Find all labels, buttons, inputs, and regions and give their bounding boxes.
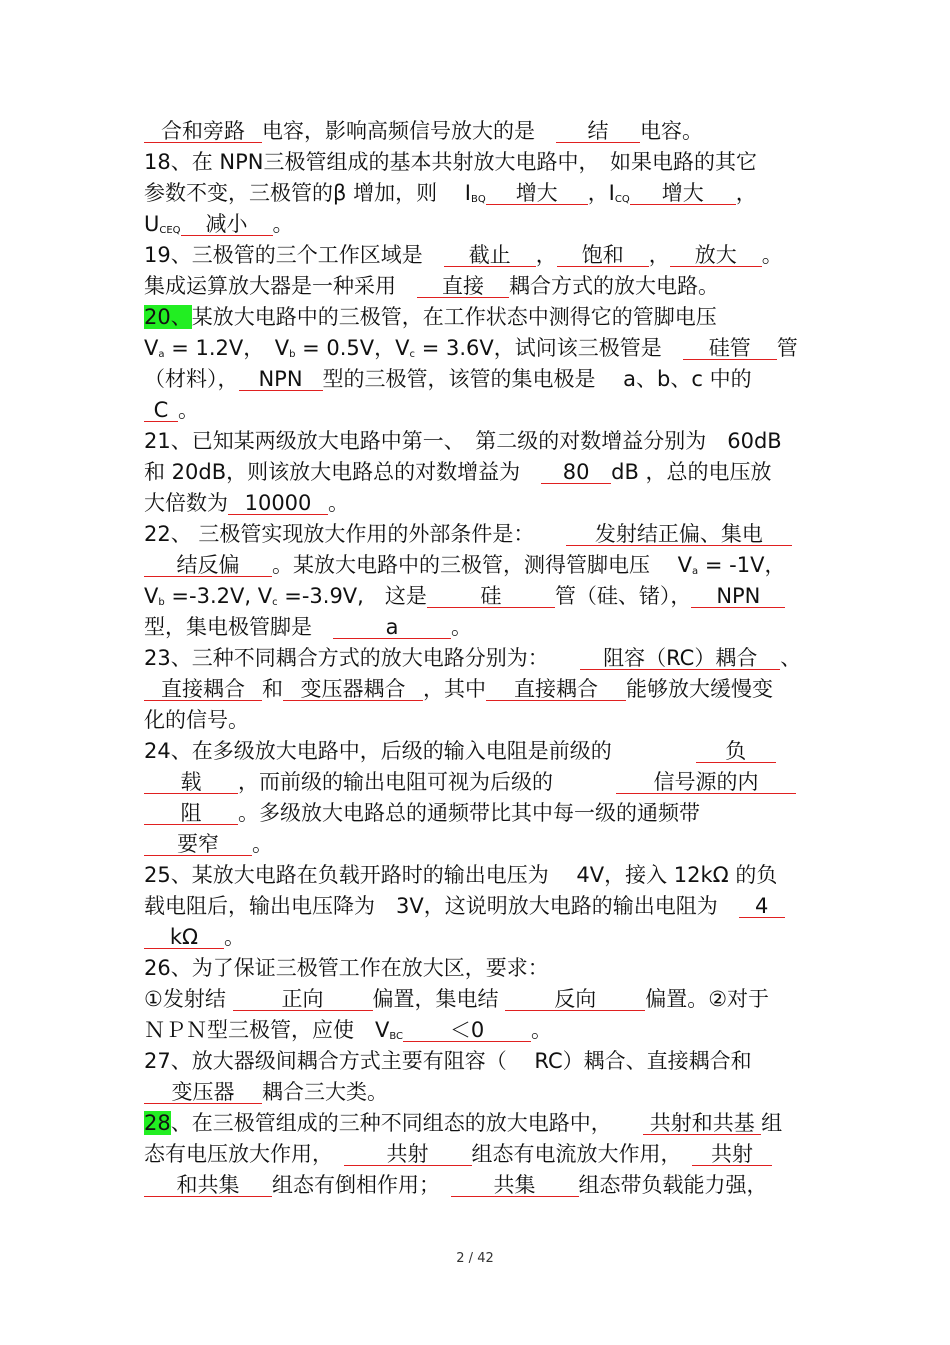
- text-run: 和: [262, 677, 283, 701]
- text-run: 19、三极管的三个工作区域是: [144, 243, 444, 267]
- text-run: 25、某放大电路在负载开路时的输出电压为 4V，接入 12kΩ 的负: [144, 863, 778, 887]
- answer-blank: a: [333, 616, 451, 639]
- text-run: 某放大电路中的三极管，在工作状态中测得它的管脚电压: [191, 305, 717, 329]
- page-body: [144, 116, 824, 1201]
- text-line: [144, 333, 824, 364]
- subscript: b: [158, 597, 165, 608]
- text-line: [144, 1015, 824, 1046]
- text-run: = -1V，: [698, 553, 786, 577]
- text-run: 电容，影响高频信号放大的是: [262, 119, 556, 143]
- answer-blank: 变压器: [144, 1081, 262, 1104]
- answer-blank: 硅管: [683, 337, 777, 360]
- answer-blank: 10000: [228, 492, 328, 515]
- text-line: [144, 209, 824, 240]
- page-number: 2: [456, 1251, 465, 1266]
- text-line: [144, 550, 824, 581]
- text-run: 。: [272, 212, 294, 236]
- text-line: [144, 891, 824, 922]
- answer-blank: 信号源的内: [616, 771, 796, 794]
- answer-blank: 共射: [692, 1143, 772, 1166]
- answer-blank: 阻: [144, 802, 238, 825]
- text-line: [144, 705, 824, 736]
- text-line: [144, 395, 824, 426]
- text-line: [144, 240, 824, 271]
- text-run: = 1.2V， V: [164, 336, 290, 360]
- text-run: 。: [178, 398, 199, 422]
- text-run: 18、在 NPN三极管组成的基本共射放大电路中， 如果电路的其它: [144, 150, 757, 174]
- text-line: [144, 798, 824, 829]
- answer-blank: 放大: [670, 244, 762, 267]
- page-separator: /: [468, 1251, 474, 1266]
- text-run: 和 20dB，则该放大电路总的对数增益为: [144, 460, 542, 484]
- subscript: b: [289, 349, 296, 360]
- text-run: 耦合方式的放大电路。: [509, 274, 719, 298]
- text-run: 偏置。②对于: [645, 987, 770, 1011]
- text-run: 型，集电极管脚是: [144, 615, 333, 639]
- text-run: = 0.5V，V: [295, 336, 410, 360]
- subscript: BC: [389, 1031, 404, 1042]
- text-run: 。: [761, 243, 783, 267]
- answer-blank: 饱和: [557, 244, 649, 267]
- text-run: 态有电压放大作用，: [144, 1142, 344, 1166]
- answer-blank: 增大: [486, 182, 588, 205]
- text-line: [144, 829, 824, 860]
- text-run: 化的信号。: [144, 708, 249, 732]
- text-run: 。某放大电路中的三极管，测得管脚电压 V: [272, 553, 693, 577]
- text-run: 型的三极管，该管的集电极是 a、b、c 中的: [322, 367, 752, 391]
- text-run: 管: [776, 336, 798, 360]
- text-run: dB ，总的电压放: [611, 460, 772, 484]
- answer-blank: NPN: [239, 368, 323, 391]
- answer-blank: NPN: [691, 585, 785, 608]
- text-run: 。: [531, 1018, 553, 1042]
- text-run: ，而前级的输出电阻可视为后级的: [238, 770, 616, 794]
- page-total: 42: [477, 1251, 494, 1266]
- text-run: 。: [451, 615, 472, 639]
- text-line: [144, 147, 824, 178]
- answer-blank: 减小: [181, 213, 273, 236]
- text-run: （材料），: [144, 367, 239, 391]
- text-line: [144, 581, 824, 612]
- text-run: ，I: [587, 181, 615, 205]
- text-line: [144, 643, 824, 674]
- text-run: 、在三极管组成的三种不同组态的放大电路中，: [170, 1111, 644, 1135]
- text-run: ，: [535, 243, 557, 267]
- answer-blank: 变压器耦合: [283, 678, 423, 701]
- answer-blank: 发射结正偏、集电: [566, 523, 792, 546]
- text-run: 22、 三极管实现放大作用的外部条件是：: [144, 522, 566, 546]
- subscript: CEQ: [159, 225, 181, 236]
- text-run: 耦合三大类。: [262, 1080, 388, 1104]
- text-run: ，: [648, 243, 670, 267]
- text-run: ＮＰＮ型三极管，应使 V: [144, 1018, 390, 1042]
- text-run: 集成运算放大器是一种采用: [144, 274, 417, 298]
- text-line: [144, 271, 824, 302]
- answer-blank: 直接: [417, 275, 509, 298]
- text-run: = 3.6V，试问该三极管是: [415, 336, 683, 360]
- text-line: [144, 1046, 824, 1077]
- text-run: 21、已知某两级放大电路中第一、 第二级的对数增益分别为 60dB: [144, 429, 782, 453]
- text-run: 组: [761, 1111, 783, 1135]
- subscript: c: [409, 349, 416, 360]
- text-run: 。多级放大电路总的通频带比其中每一级的通频带: [238, 801, 700, 825]
- answer-blank: 负: [696, 740, 776, 763]
- text-run: ，: [735, 181, 757, 205]
- answer-blank: 阻容（RC）耦合: [580, 647, 780, 670]
- text-run: 组态有倒相作用；: [272, 1173, 451, 1197]
- text-run: 。: [328, 491, 349, 515]
- text-run: 偏置，集电结: [372, 987, 506, 1011]
- text-line: [144, 674, 824, 705]
- text-line: [144, 767, 824, 798]
- subscript: a: [158, 349, 165, 360]
- text-run: 参数不变，三极管的β 增加，则 I: [144, 181, 471, 205]
- subscript: c: [272, 597, 278, 608]
- answer-blank: 结反偏: [144, 554, 272, 577]
- answer-blank: C: [144, 399, 178, 422]
- text-line: [144, 488, 824, 519]
- text-line: [144, 426, 824, 457]
- text-run: 组态有电流放大作用，: [471, 1142, 692, 1166]
- text-line: [144, 953, 824, 984]
- text-run: 。: [252, 832, 273, 856]
- answer-blank: 载: [144, 771, 238, 794]
- text-run: 大倍数为: [144, 491, 228, 515]
- text-line: [144, 1170, 824, 1201]
- text-line: [144, 364, 824, 395]
- subscript: BQ: [470, 194, 486, 205]
- text-line: [144, 922, 824, 953]
- text-run: 。: [224, 925, 245, 949]
- answer-blank: ＜0: [403, 1019, 531, 1042]
- text-line: [144, 612, 824, 643]
- text-run: U: [144, 212, 160, 236]
- text-run: 能够放大缓慢变: [626, 677, 773, 701]
- answer-blank: 共射: [344, 1143, 472, 1166]
- text-run: ，其中: [423, 677, 486, 701]
- answer-blank: 4: [739, 895, 785, 918]
- subscript: CQ: [614, 194, 630, 205]
- answer-blank: 和共集: [144, 1174, 272, 1197]
- answer-blank: 直接耦合: [144, 678, 262, 701]
- text-run: 27、放大器级间耦合方式主要有阻容（ RC）耦合、直接耦合和: [144, 1049, 752, 1073]
- text-line: [144, 302, 824, 333]
- text-run: V: [144, 336, 159, 360]
- text-line: [144, 860, 824, 891]
- answer-blank: 硅: [427, 585, 555, 608]
- text-run: =-3.9V, 这是: [277, 584, 427, 608]
- text-run: =-3.2V, V: [164, 584, 273, 608]
- text-line: [144, 1108, 824, 1139]
- answer-blank: 共射和共基: [643, 1112, 761, 1135]
- answer-blank: 80: [541, 461, 611, 484]
- answer-blank: 要窄: [144, 833, 252, 856]
- text-run: 23、三种不同耦合方式的放大电路分别为：: [144, 646, 581, 670]
- answer-blank: 直接耦合: [486, 678, 626, 701]
- text-line: [144, 1077, 824, 1108]
- answer-blank: 共集: [451, 1174, 579, 1197]
- text-run: 24、在多级放大电路中，后级的输入电阻是前级的: [144, 739, 696, 763]
- answer-blank: kΩ: [144, 926, 224, 949]
- text-run: 组态带负载能力强，: [578, 1173, 768, 1197]
- text-run: ①发射结: [144, 987, 233, 1011]
- text-run: 26、为了保证三极管工作在放大区，要求：: [144, 956, 549, 980]
- text-line: [144, 116, 824, 147]
- text-run: V: [144, 584, 159, 608]
- text-run: 、: [780, 646, 802, 670]
- text-line: [144, 178, 824, 209]
- highlighted-question-number: 28: [144, 1111, 171, 1135]
- highlighted-question-number: 20、: [144, 305, 192, 329]
- answer-blank: 正向: [233, 988, 373, 1011]
- text-line: [144, 519, 824, 550]
- text-run: 载电阻后，输出电压降为 3V，这说明放大电路的输出电阻为: [144, 894, 739, 918]
- answer-blank: 增大: [630, 182, 736, 205]
- text-line: [144, 457, 824, 488]
- text-line: [144, 736, 824, 767]
- text-line: [144, 984, 824, 1015]
- page-footer: [0, 1251, 950, 1266]
- text-run: 电容。: [640, 119, 703, 143]
- answer-blank: 反向: [505, 988, 645, 1011]
- subscript: a: [692, 566, 699, 577]
- text-line: [144, 1139, 824, 1170]
- answer-blank: 合和旁路: [144, 120, 262, 143]
- answer-blank: 截止: [444, 244, 536, 267]
- answer-blank: 结: [556, 120, 640, 143]
- text-run: 管（硅、锗），: [554, 584, 692, 608]
